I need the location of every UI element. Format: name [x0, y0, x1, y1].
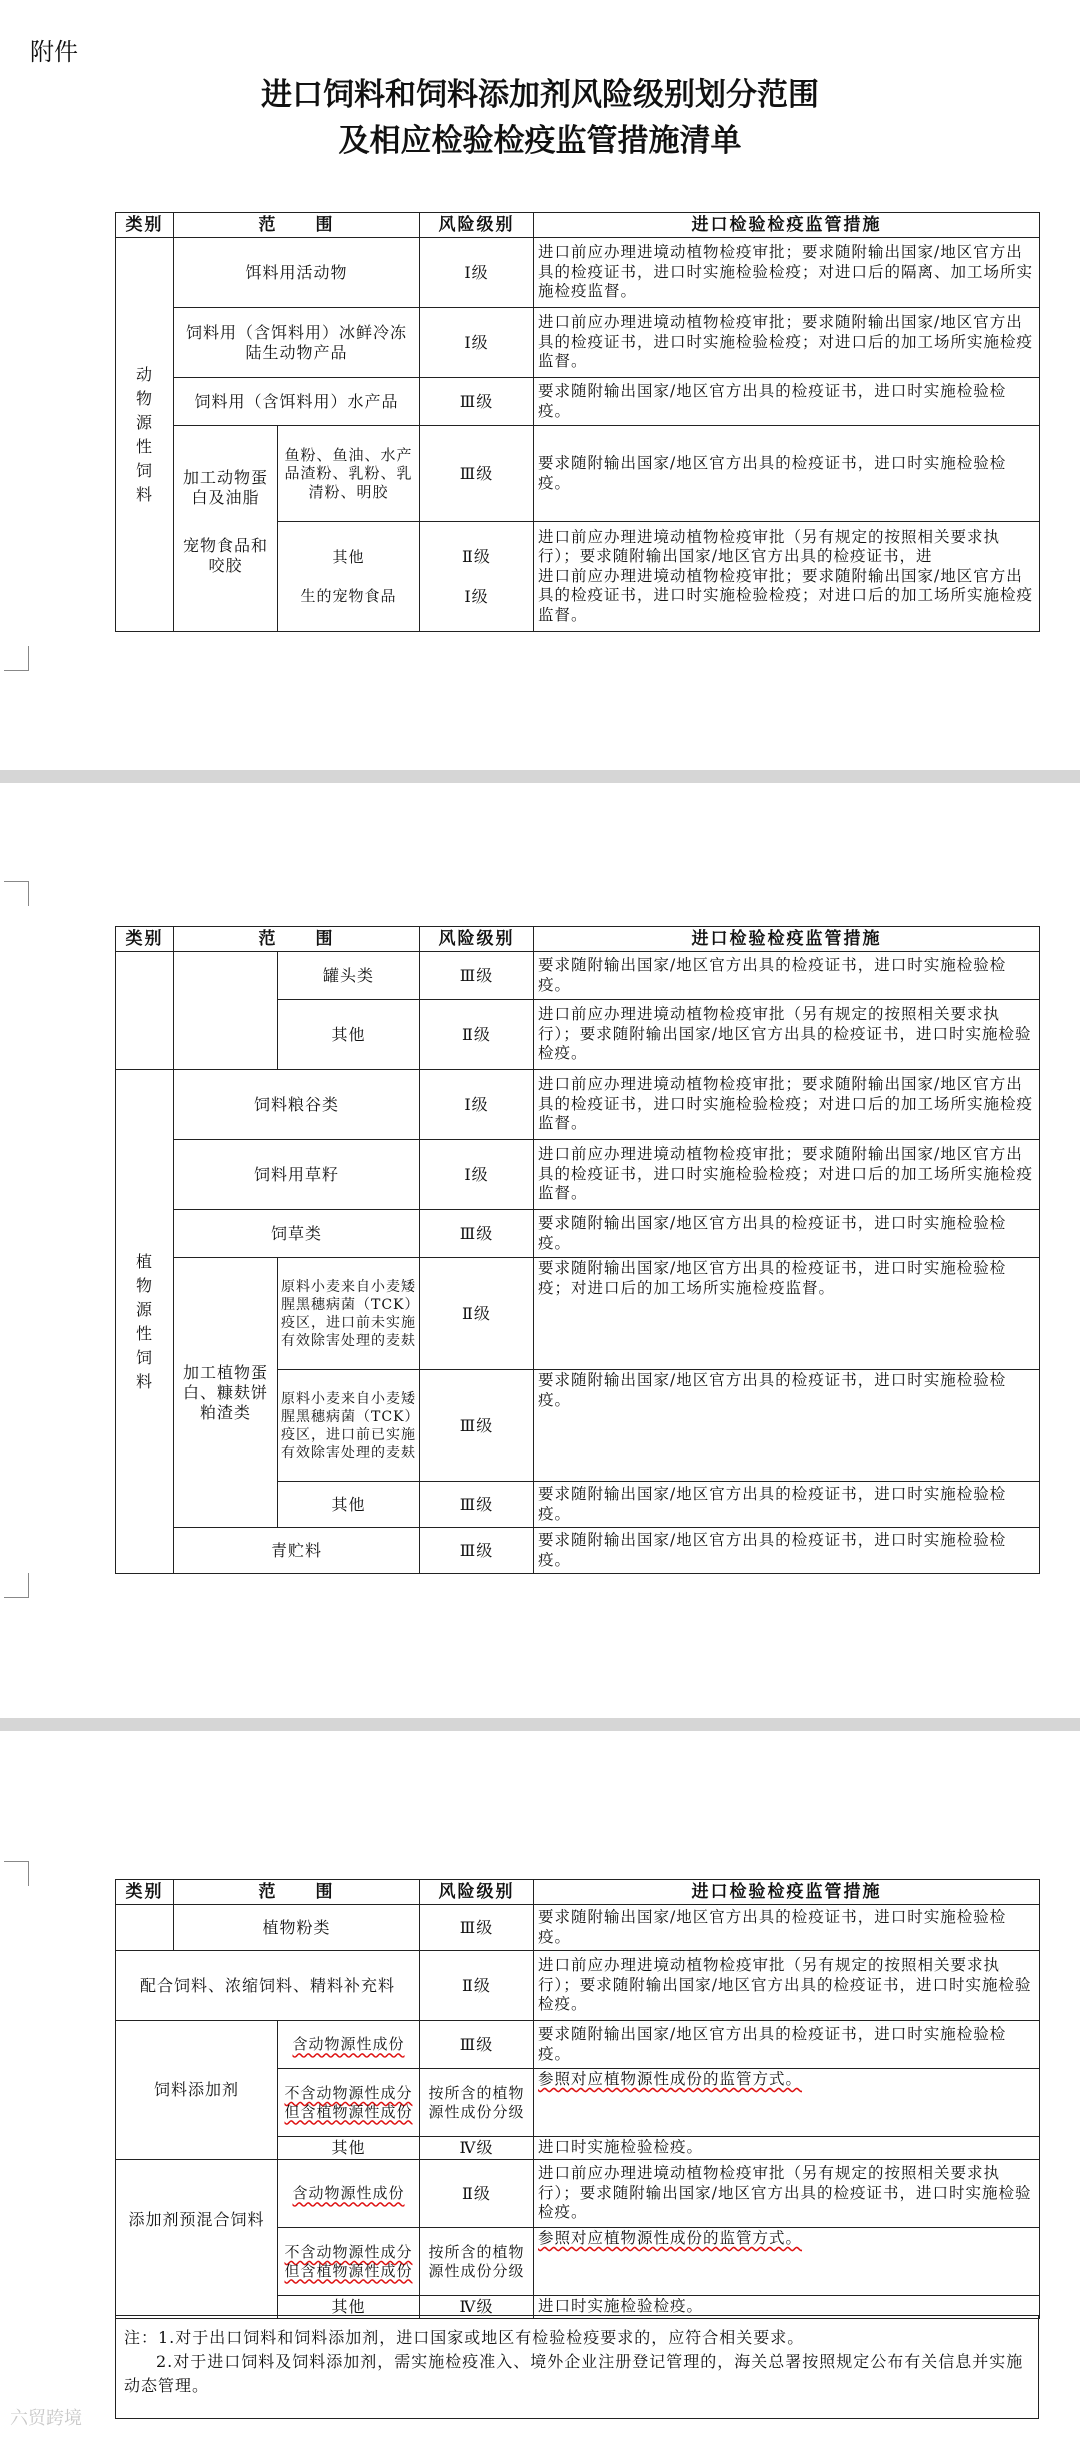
table-row: [116, 2160, 1040, 2228]
table-row: [116, 426, 1040, 522]
scope-cell: 其他: [278, 1482, 420, 1528]
header-risk: 风险级别: [420, 1880, 534, 1905]
scope-cell: 原料小麦来自小麦矮腥黑穗病菌（TCK）疫区，进口前已实施有效除害处理的麦麸: [278, 1370, 420, 1482]
risk-cell: Ⅳ级: [420, 2137, 534, 2160]
risk-cell: Ⅱ级: [420, 2160, 534, 2228]
risk-cell: 按所含的植物源性成份分级: [420, 2228, 534, 2296]
risk-cell: Ⅲ级: [420, 1482, 534, 1528]
measure-text: 进口前应办理进境动植物检疫审批；要求随附输出国家/地区官方出具的检疫证书，进口时实施检验检疫；对进口后的加工场所实施检疫监督。: [538, 566, 1034, 624]
scope-cell: 饲料用（含饵料用）水产品: [174, 378, 420, 426]
header-risk: 风险级别: [420, 927, 534, 952]
header-category: 类别: [116, 1880, 174, 1905]
risk-table-page-2: [115, 926, 1039, 1574]
table-row: [116, 238, 1040, 308]
measure-cell: 进口时实施检验检疫。: [534, 2296, 1040, 2319]
scope-cell: 罐头类: [278, 952, 420, 1000]
document-title-line-1: 进口饲料和饲料添加剂风险级别划分范围: [261, 77, 819, 113]
document-page-3: [0, 1731, 1080, 2438]
scope-label: 其他: [332, 548, 365, 566]
note-line-1: 注：1.对于出口饲料和饲料添加剂，进口国家或地区有检验检疫要求的，应符合相关要求。: [124, 2328, 805, 2347]
table-notes: [115, 2315, 1039, 2419]
risk-cell: Ⅰ级: [420, 308, 534, 378]
page-corner-mark: [4, 1861, 29, 1886]
scope-label: 生的宠物食品: [300, 586, 397, 605]
measure-cell: [534, 2069, 1040, 2137]
group-cell: 饲料添加剂: [116, 2021, 278, 2160]
risk-table-page-3: [115, 1879, 1039, 2319]
scope-cell: [278, 2228, 420, 2296]
page-corner-mark: [4, 646, 29, 671]
group-cell: [174, 426, 278, 632]
measure-cell: 进口前应办理进境动植物检疫审批（另有规定的按照相关要求执行）；要求随附输出国家/地区官方出具的检疫证书，进口时实施检验检疫。: [534, 2160, 1040, 2228]
measure-text: 参照对应植物源性成份的监管方式。: [538, 2070, 803, 2088]
measure-cell: 进口前应办理进境动植物检疫审批（另有规定的按照相关要求执行）；要求随附输出国家/地区官方出具的检疫证书，进口时实施检验检疫。: [534, 1000, 1040, 1070]
watermark-logo: 六贸跨境: [10, 2408, 82, 2429]
header-scope: 范 围: [174, 213, 420, 238]
header-category: 类别: [116, 927, 174, 952]
document-page-2: [0, 783, 1080, 1718]
measure-cell: 进口前应办理进境动植物检疫审批（另有规定的按照相关要求执行）；要求随附输出国家/地区官方出具的检疫证书，进口时实施检验检疫。: [534, 1951, 1040, 2021]
table-row: [116, 1905, 1040, 1951]
scope-label: 含动物源性成份: [292, 2035, 405, 2054]
risk-label: Ⅱ级: [462, 546, 491, 566]
group-cell: 加工植物蛋白、糠麸饼粕渣类: [174, 1258, 278, 1528]
scope-cell: 配合饲料、浓缩饲料、精料补充料: [116, 1951, 420, 2021]
scope-cell: 植物粉类: [174, 1905, 420, 1951]
header-measures: 进口检验检疫监管措施: [534, 213, 1040, 238]
header-measures: 进口检验检疫监管措施: [534, 927, 1040, 952]
measure-cell: 要求随附输出国家/地区官方出具的检疫证书，进口时实施检验检疫。: [534, 1528, 1040, 1574]
risk-cell: Ⅱ级: [420, 1258, 534, 1370]
measure-cell: 进口前应办理进境动植物检疫审批；要求随附输出国家/地区官方出具的检疫证书，进口时实施检验检疫；对进口后的加工场所实施检疫监督。: [534, 1140, 1040, 1210]
measure-cell: 进口前应办理进境动植物检疫审批；要求随附输出国家/地区官方出具的检疫证书，进口时实施检验检疫；对进口后的加工场所实施检疫监督。: [534, 1070, 1040, 1140]
measure-cell: 要求随附输出国家/地区官方出具的检疫证书，进口时实施检验检疫。: [534, 1210, 1040, 1258]
risk-cell: Ⅲ级: [420, 1370, 534, 1482]
table-row: [116, 1258, 1040, 1370]
category-cell: 植物源性饲料: [116, 1070, 174, 1574]
risk-cell: Ⅰ级: [420, 1070, 534, 1140]
scope-cell: [278, 522, 420, 632]
scope-cell: 其他: [278, 2137, 420, 2160]
table-row: [116, 1140, 1040, 1210]
table-row: [116, 1210, 1040, 1258]
risk-cell: Ⅲ级: [420, 952, 534, 1000]
measure-text: 参照对应植物源性成份的监管方式。: [538, 2229, 803, 2247]
risk-cell: Ⅰ级: [420, 238, 534, 308]
risk-cell: Ⅳ级: [420, 2296, 534, 2319]
header-measures: 进口检验检疫监管措施: [534, 1880, 1040, 1905]
document-title-line-2: 及相应检验检疫监管措施清单: [338, 123, 742, 159]
measure-cell: 要求随附输出国家/地区官方出具的检疫证书，进口时实施检验检疫。: [534, 378, 1040, 426]
measure-cell: 要求随附输出国家/地区官方出具的检疫证书，进口时实施检验检疫。: [534, 426, 1040, 522]
group-label: 加工动物蛋白及油脂: [182, 468, 268, 507]
risk-cell: Ⅲ级: [420, 1210, 534, 1258]
risk-cell: Ⅲ级: [420, 1905, 534, 1951]
scope-cell: 饵料用活动物: [174, 238, 420, 308]
risk-cell: [420, 522, 534, 632]
risk-cell: Ⅱ级: [420, 1951, 534, 2021]
scope-cell: 鱼粉、鱼油、水产品渣粉、乳粉、乳清粉、明胶: [278, 426, 420, 522]
scope-cell: 饲料用草籽: [174, 1140, 420, 1210]
table-row: [116, 1951, 1040, 2021]
scope-cell: 青贮料: [174, 1528, 420, 1574]
table-row: [116, 378, 1040, 426]
measure-cell: 要求随附输出国家/地区官方出具的检疫证书，进口时实施检验检疫。: [534, 1482, 1040, 1528]
measure-cell: 要求随附输出国家/地区官方出具的检疫证书，进口时实施检验检疫。: [534, 952, 1040, 1000]
table-row: [116, 308, 1040, 378]
scope-cell: 其他: [278, 2296, 420, 2319]
scope-label: 不含动物源性成分但含植物源性成份: [284, 2243, 413, 2280]
category-cell: [116, 952, 174, 1070]
scope-cell: 其他: [278, 1000, 420, 1070]
table-row: [116, 952, 1040, 1000]
risk-cell: 按所含的植物源性成份分级: [420, 2069, 534, 2137]
group-cell: 添加剂预混合饲料: [116, 2160, 278, 2319]
category-cell: [116, 1905, 174, 1951]
measure-cell: [534, 522, 1040, 632]
table-row: [116, 1070, 1040, 1140]
measure-cell: 进口时实施检验检疫。: [534, 2137, 1040, 2160]
risk-cell: Ⅲ级: [420, 1528, 534, 1574]
scope-cell: 原料小麦来自小麦矮腥黑穗病菌（TCK）疫区，进口前未实施有效除害处理的麦麸: [278, 1258, 420, 1370]
scope-cell: [278, 2069, 420, 2137]
group-label: 宠物食品和咬胶: [182, 536, 268, 575]
scope-cell: 饲料用（含饵料用）冰鲜冷冻陆生动物产品: [174, 308, 420, 378]
table-row: [116, 1528, 1040, 1574]
risk-cell: Ⅲ级: [420, 378, 534, 426]
attachment-label: 附件: [30, 38, 78, 66]
measure-cell: 进口前应办理进境动植物检疫审批；要求随附输出国家/地区官方出具的检疫证书，进口时实施检验检疫；对进口后的加工场所实施检疫监督。: [534, 308, 1040, 378]
group-cell: [174, 952, 278, 1070]
risk-label: Ⅰ级: [464, 586, 489, 606]
measure-cell: 进口前应办理进境动植物检疫审批；要求随附输出国家/地区官方出具的检疫证书，进口时实施检验检疫；对进口后的隔离、加工场所实施检疫监督。: [534, 238, 1040, 308]
scope-cell: [278, 2160, 420, 2228]
measure-cell: 要求随附输出国家/地区官方出具的检疫证书，进口时实施检验检疫；对进口后的加工场所实施检疫监督。: [534, 1258, 1040, 1370]
measure-text: 进口前应办理进境动植物检疫审批（另有规定的按照相关要求执行）；要求随附输出国家/地区官方出具的检疫证书，进: [538, 527, 1001, 566]
measure-cell: [534, 2228, 1040, 2296]
scope-cell: 饲料粮谷类: [174, 1070, 420, 1140]
document-page-1: [0, 0, 1080, 770]
measure-cell: 要求随附输出国家/地区官方出具的检疫证书，进口时实施检验检疫。: [534, 1905, 1040, 1951]
page-corner-mark: [4, 881, 29, 906]
note-line-2: 2.对于进口饲料及饲料添加剂，需实施检疫准入、境外企业注册登记管理的，海关总署按照规定公布有关信息并实施动态管理。: [124, 2352, 1024, 2395]
page-corner-mark: [4, 1573, 29, 1598]
category-cell: 动物源性饲料: [116, 238, 174, 632]
header-category: 类别: [116, 213, 174, 238]
risk-cell: Ⅰ级: [420, 1140, 534, 1210]
risk-cell: Ⅱ级: [420, 1000, 534, 1070]
scope-cell: [278, 2021, 420, 2069]
header-scope: 范 围: [174, 927, 420, 952]
scope-label: 含动物源性成份: [292, 2184, 405, 2203]
header-risk: 风险级别: [420, 213, 534, 238]
risk-table-page-1: [115, 212, 1039, 632]
risk-cell: Ⅲ级: [420, 2021, 534, 2069]
header-scope: 范 围: [174, 1880, 420, 1905]
risk-cell: Ⅲ级: [420, 426, 534, 522]
scope-label: 不含动物源性成分但含植物源性成份: [284, 2084, 413, 2121]
scope-cell: 饲草类: [174, 1210, 420, 1258]
table-row: [116, 2021, 1040, 2069]
measure-cell: 要求随附输出国家/地区官方出具的检疫证书，进口时实施检验检疫。: [534, 1370, 1040, 1482]
measure-cell: 要求随附输出国家/地区官方出具的检疫证书，进口时实施检验检疫。: [534, 2021, 1040, 2069]
